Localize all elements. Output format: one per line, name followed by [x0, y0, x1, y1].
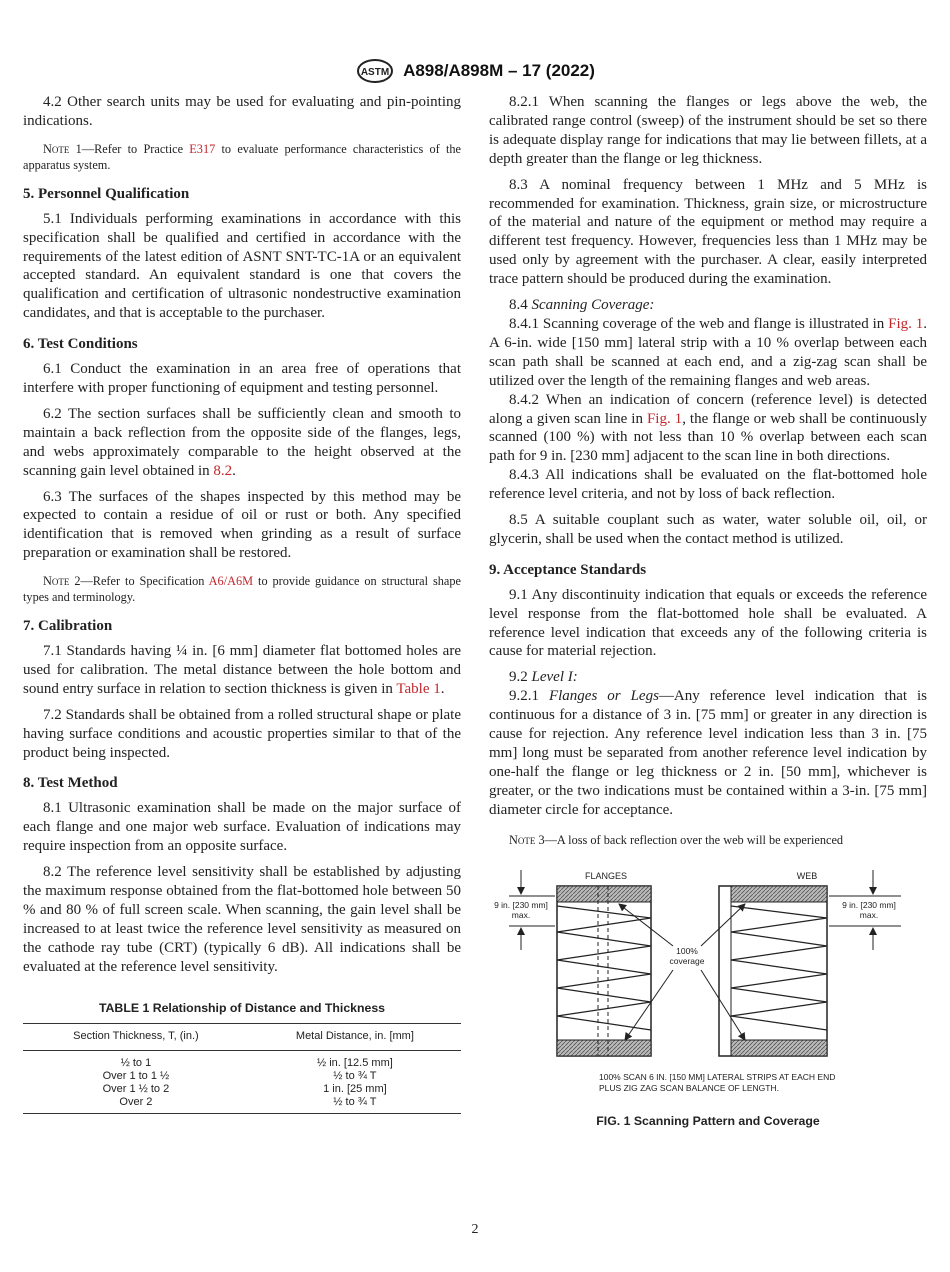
note-2-label: Note	[43, 574, 70, 589]
page-header	[0, 58, 950, 84]
table-1	[23, 1023, 461, 1114]
para-8-3: 8.3 A nominal frequency between 1 MHz and 5 MHz is recommended for examination. Thickness, grain size, or microstructure of the material and nature of the equipment or method may require a different test frequency. However, frequencies less than 1 MHz may be used only by agreement with the purchaser. A clear, easily interpreted trace pattern should be produced during the examination.	[489, 176, 927, 288]
para-8-2: 8.2 The reference level sensitivity shall be established by adjusting the maximum response obtained from the flat-bottomed hole between 50 % and 80 % of full screen scale. When scanning, the gain level shall be increased to at least twice the reference level sensitivity as measured on the cathode ray tube (CRT) (typically 6 dB). All indications shall be evaluated at the reference level sensitivity.	[23, 864, 461, 975]
label-scan-2: PLUS ZIG ZAG SCAN BALANCE OF LENGTH.	[599, 1082, 779, 1093]
para-8-2-1: 8.2.1 When scanning the flanges or legs above the web, the calibrated range control (sweep) of the instrument should be set so there is adequate display range for indications that may lie between fillets, at a depth greater than the flange or leg thickness.	[489, 94, 927, 167]
label-coverage-1: 100%	[676, 945, 698, 956]
link-e317[interactable]: E317	[189, 141, 216, 156]
heading-6: 6. Test Conditions	[23, 336, 138, 353]
para-5-1: 5.1 Individuals performing examinations in accordance with this specification shall be qualified and certified in accordance with the requirements of the latest edition of ASNT SNT-TC-1A or an equivalent accepted standard. An equivalent standard is one that covers the qualification and certification of ultrasonic nondestructive examination candidates, and that is acceptable to the purchaser.	[23, 210, 461, 322]
flange-panel	[557, 886, 651, 1056]
page-number: 2	[471, 1222, 479, 1237]
label-web: WEB	[796, 870, 818, 881]
note-3-label: Note	[509, 832, 536, 847]
para-7-1: 7.1 Standards having ¼ in. [6 mm] diameter flat bottomed holes are used for calibration. The metal distance between the hole bottom and sound entry surface in relation to section thickness is given in Table 1.	[23, 643, 461, 697]
right-column	[489, 93, 927, 1136]
link-a6[interactable]: A6/A6M	[208, 574, 254, 589]
figure-1-caption: FIG. 1 Scanning Pattern and Coverage	[596, 1113, 820, 1128]
link-table-1[interactable]: Table 1	[396, 680, 441, 697]
para-9-2-1: 9.2.1 Flanges or Legs—Any reference level indication that is continuous for a distance of 3 in. [75 mm] or greater in any direction is cause for rejection. Any reference level indication less than 3 in. [75 mm] long must be separated from another reference level indication by one-half the flange or leg thickness or 2 in. [50 mm], whichever is greater, or the two indications must be contained within a 3-in. [75 mm] diameter circle for acceptance.	[489, 688, 927, 818]
para-8-4: 8.4 Scanning Coverage:	[509, 297, 655, 314]
left-column	[23, 93, 461, 1114]
label-coverage-2: coverage	[669, 955, 705, 966]
label-left-dim: 9 in. [230 mm]	[494, 899, 548, 910]
table-header-distance: Metal Distance, in. [mm]	[249, 1024, 461, 1051]
right-dimension	[829, 870, 901, 950]
heading-7: 7. Calibration	[23, 618, 113, 635]
para-8-4-1: 8.4.1 Scanning coverage of the web and flange is illustrated in Fig. 1. A 6-in. wide [150 mm] lateral strip with a 10 % overlap between each scan path shall be scanned at each end, and a zig-zag scan shall be utilized over the length of the remaining flanges and web areas.	[489, 315, 927, 389]
astm-logo-icon	[355, 58, 395, 84]
heading-9: 9. Acceptance Standards	[489, 561, 647, 578]
note-2: Note 2—Refer to Specification A6/A6M to provide guidance on structural shape types and terminology.	[23, 574, 461, 605]
table-row: Over 2 ½ to ¾ T	[23, 1096, 461, 1114]
label-left-max: max.	[511, 909, 531, 920]
table-row: Over 1 to 1 ½ ½ to ¾ T	[102, 1070, 377, 1083]
label-scan-1: 100% SCAN 6 IN. [150 MM] LATERAL STRIPS AT EACH END	[599, 1071, 836, 1082]
figure-1-diagram	[489, 866, 927, 1106]
para-6-2: 6.2 The section surfaces shall be sufficiently clean and smooth to maintain a back reflection from the opposite side of the flanges, legs, and webs approximately comparable to the height observed at the scanning gain level obtained in 8.2.	[23, 405, 461, 479]
table-header-thickness: Section Thickness, T, (in.)	[23, 1024, 249, 1051]
table-1-title: TABLE 1 Relationship of Distance and Thickness	[98, 1000, 386, 1015]
table-row: Over 1 ½ to 2 1 in. [25 mm]	[102, 1083, 387, 1096]
heading-5: 5. Personnel Qualification	[23, 185, 190, 202]
para-8-1: 8.1 Ultrasonic examination shall be made on the major surface of each flange and one major web surface. Evaluation of indications may require inspection from an opposite surface.	[23, 800, 461, 855]
para-7-2: 7.2 Standards shall be obtained from a rolled structural shape or plate having surface conditions and acoustic properties similar to that of the product being inspected.	[23, 706, 461, 761]
table-row: ½ to 1 ½ in. [12.5 mm]	[120, 1057, 393, 1070]
label-right-dim: 9 in. [230 mm]	[842, 899, 896, 910]
para-4-2: 4.2 Other search units may be used for evaluating and pin-pointing indications.	[23, 94, 461, 129]
para-8-4-3: 8.4.3 All indications shall be evaluated on the flat-bottomed hole reference level criteria, and not by loss of back reflection.	[489, 467, 927, 503]
web-panel	[719, 886, 827, 1056]
para-9-2: 9.2 Level I:	[509, 669, 578, 686]
label-flanges: FLANGES	[584, 870, 628, 881]
para-8-4-2: 8.4.2 When an indication of concern (reference level) is detected along a given scan line in Fig. 1, the flange or web shall be continuously scanned (100 %) with not less than 10 % overlap between each scan path for 9 in. [230 mm] adjacent to the scan line in both directions.	[489, 391, 928, 465]
para-8-5: 8.5 A suitable couplant such as water, water soluble oil, oil, or glycerin, shall be used when the contact method is utilized.	[489, 512, 927, 547]
link-8-2[interactable]: 8.2	[213, 462, 233, 479]
label-right-max: max.	[859, 909, 879, 920]
para-6-3: 6.3 The surfaces of the shapes inspected by this method may be expected to contain a residue of oil or rust or both. Any specified identification that is removed when grinding as a result of surface preparation or examination shall be restored.	[23, 488, 461, 562]
link-fig-1b[interactable]: Fig. 1	[646, 410, 683, 427]
para-6-1: 6.1 Conduct the examination in an area free of operations that interfere with proper functioning of equipment and testing personnel.	[23, 361, 461, 396]
left-dimension	[494, 870, 555, 950]
heading-8: 8. Test Method	[23, 775, 118, 792]
figure-1	[489, 866, 927, 1136]
logo-text: ASTM	[360, 67, 390, 78]
note-1-label: Note	[43, 141, 70, 156]
para-9-1: 9.1 Any discontinuity indication that equals or exceeds the reference level response from the flat-bottomed hole shall be evaluated. A reference level indication that exceeds any of the following criteria is cause for material rejection.	[489, 586, 927, 660]
document-designation: A898/A898M – 17 (2022)	[403, 61, 595, 80]
note-1: Note 1—Refer to Practice E317 to evaluate performance characteristics of the apparatus system.	[23, 141, 461, 172]
note-3: Note 3—A loss of back reflection over the web will be experienced	[509, 832, 844, 847]
link-fig-1[interactable]: Fig. 1	[888, 315, 924, 332]
